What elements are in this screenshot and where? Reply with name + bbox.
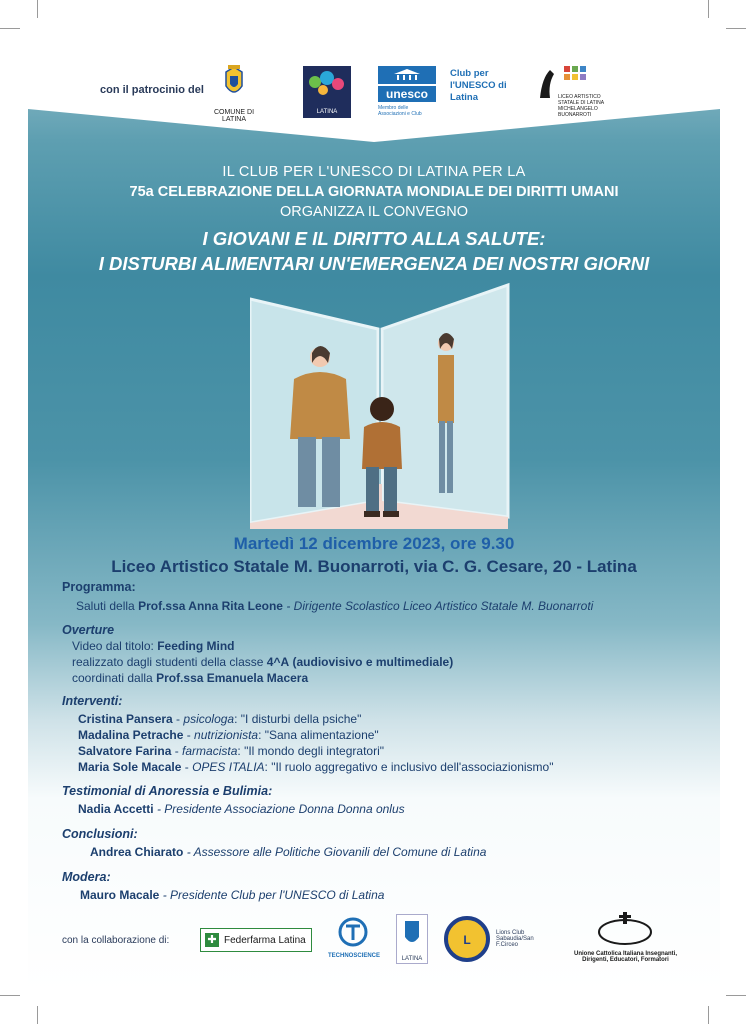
intervento-role: nutrizionista: [194, 728, 259, 742]
header-line-2: 75a CELEBRAZIONE DELLA GIORNATA MONDIALE DEI DIRITTI UMANI: [129, 184, 619, 200]
modera-name: Mauro Macale: [80, 888, 160, 902]
provincia-label: LATINA: [401, 956, 423, 962]
crest-icon: [204, 64, 264, 104]
intervento-topic: : "Il mondo degli integratori": [237, 744, 385, 758]
ucim-label: Unione Cattolica Italiana Insegnanti, Dirigenti, Educatori, Formatori: [573, 951, 678, 963]
intervento-name: Cristina Pansera: [78, 712, 173, 726]
overture-line-1: [72, 639, 235, 653]
overture-label: Overture: [62, 623, 115, 637]
intervento-name: Salvatore Farina: [78, 744, 172, 758]
modera-role: - Presidente Club per l'UNESCO di Latina: [162, 888, 385, 902]
ucim-emblem-icon: [568, 912, 683, 946]
liceo-logo: [536, 64, 626, 118]
intervento-item: Madalina Petrache - nutrizionista: "Sana alimentazione": [78, 728, 379, 742]
crop-mark: [708, 0, 709, 18]
unesco-sub: Membro delle Associazioni e Club: [378, 105, 422, 117]
modera-line: [80, 888, 384, 902]
testimonial-line: [78, 802, 405, 816]
programma-role: - Dirigente Scolastico Liceo Artistico Statale M. Buonarroti: [286, 599, 594, 613]
crop-mark: [726, 995, 746, 996]
testimonial-label: Testimonial di Anoressia e Bulimia:: [62, 784, 273, 798]
latina-brand-label: LATINA: [316, 109, 338, 115]
conclusioni-label: Conclusioni:: [62, 827, 138, 841]
liceo-label: LICEO ARTISTICO STATALE DI LATINA MICHELANGELO BUONARROTI: [558, 94, 604, 118]
conclusioni-name: Andrea Chiarato: [90, 845, 184, 859]
crop-mark: [708, 1006, 709, 1024]
unesco-wordmark: unesco: [378, 86, 436, 102]
overture-video-title: Feeding Mind: [157, 639, 235, 653]
unesco-logo: [378, 66, 438, 117]
crop-mark: [0, 28, 20, 29]
poster: [28, 24, 720, 992]
technoscience-logo: [328, 916, 381, 959]
overture-l2-text: realizzato dagli studenti della classe: [72, 655, 264, 669]
intervento-topic: : "Il ruolo aggregativo e inclusivo dell'associazionismo": [264, 760, 554, 774]
technoscience-icon: [328, 916, 378, 948]
mirror-illustration: [250, 279, 510, 529]
provincia-logo: [396, 914, 428, 964]
testimonial-name: Nadia Accetti: [78, 802, 154, 816]
programma-line: [76, 599, 593, 613]
programma-speaker: Prof.ssa Anna Rita Leone: [138, 599, 283, 613]
intervento-topic: : "I disturbi della psiche": [234, 712, 362, 726]
crop-mark: [37, 0, 38, 18]
crop-mark: [726, 28, 746, 29]
collab-label: con la collaborazione di:: [62, 935, 170, 946]
lions-label: Lions Club Sabaudia/San F.Circeo: [496, 930, 534, 948]
header-line-3: ORGANIZZA IL CONVEGNO: [280, 204, 468, 220]
comune-logo: [204, 64, 264, 123]
crop-mark: [0, 995, 20, 996]
overture-l3-text: coordinati dalla: [72, 671, 153, 685]
comune-label: COMUNE DI LATINA: [213, 109, 255, 123]
intervento-name: Madalina Petrache: [78, 728, 184, 742]
lions-logo: [444, 916, 490, 967]
federfarma-label: Federfarma Latina: [224, 934, 306, 946]
intervento-role: OPES ITALIA: [192, 760, 265, 774]
latina-emblem-icon: [303, 66, 351, 104]
crop-mark: [37, 1006, 38, 1024]
overture-class-course: (audiovisivo e multimediale): [292, 655, 454, 669]
programma-intro: Saluti della: [76, 599, 135, 613]
overture-line-3: [72, 671, 308, 685]
convegno-title-1: I GIOVANI E IL DIRITTO ALLA SALUTE:: [202, 228, 546, 249]
overture-line-2: [72, 655, 453, 669]
conclusioni-role: - Assessore alle Politiche Giovanili del Comune di Latina: [186, 845, 487, 859]
programma-label: Programma:: [62, 580, 136, 594]
club-unesco-label: Club per l'UNESCO di Latina: [450, 68, 507, 103]
overture-l1-text: Video dal titolo:: [72, 639, 154, 653]
intervento-role: psicologa: [183, 712, 235, 726]
header-line-1: IL CLUB PER L'UNESCO DI LATINA PER LA: [222, 164, 526, 180]
unesco-temple-icon: [378, 66, 436, 84]
patronage-label: con il patrocinio del: [100, 84, 204, 96]
overture-class: 4^A: [266, 655, 290, 669]
federfarma-logo: [200, 928, 312, 952]
svg-text:L: L: [463, 933, 471, 947]
lions-emblem-icon: [444, 916, 490, 962]
modera-label: Modera:: [62, 870, 111, 884]
intervento-item: Maria Sole Macale - OPES ITALIA: "Il ruolo aggregativo e inclusivo dell'associazionismo": [78, 760, 554, 774]
intervento-item: Cristina Pansera - psicologa: "I disturbi della psiche": [78, 712, 362, 726]
interventi-label: Interventi:: [62, 694, 123, 708]
technoscience-label: TECHNOSCIENCE: [328, 953, 381, 959]
overture-coordinator: Prof.ssa Emanuela Macera: [156, 671, 309, 685]
pharmacy-cross-icon: ✚: [205, 933, 219, 947]
convegno-title-2: I DISTURBI ALIMENTARI UN'EMERGENZA DEI NOSTRI GIORNI: [98, 253, 650, 274]
testimonial-role: - Presidente Associazione Donna Donna onlus: [156, 802, 405, 816]
conclusioni-line: [90, 845, 486, 859]
latina-brand-logo: [303, 66, 351, 118]
intervento-topic: : "Sana alimentazione": [258, 728, 379, 742]
event-date: Martedì 12 dicembre 2023, ore 9.30: [233, 534, 515, 553]
provincia-emblem-icon: [397, 915, 427, 951]
event-venue: Liceo Artistico Statale M. Buonarroti, via C. G. Cesare, 20 - Latina: [111, 557, 637, 576]
intervento-name: Maria Sole Macale: [78, 760, 182, 774]
ucim-logo: [568, 912, 683, 963]
intervento-item: Salvatore Farina - farmacista: "Il mondo degli integratori": [78, 744, 385, 758]
intervento-role: farmacista: [182, 744, 238, 758]
